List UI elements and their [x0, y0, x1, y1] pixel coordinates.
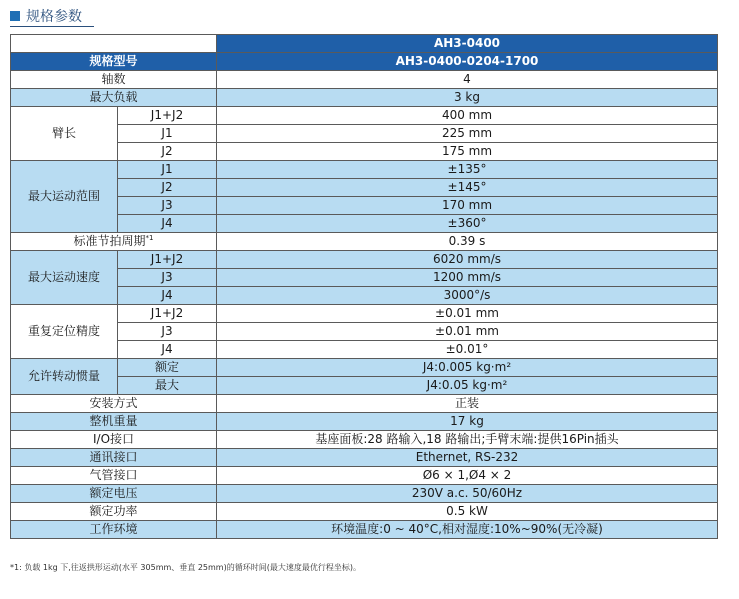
sub-label: J3: [118, 269, 217, 287]
row-value: 1200 mm/s: [217, 269, 718, 287]
table-row: [11, 125, 718, 143]
header-blank-cell: [11, 35, 217, 53]
sub-label: J1+J2: [118, 107, 217, 125]
row-label: 轴数: [11, 71, 217, 89]
sub-label: 额定: [118, 359, 217, 377]
table-row: [11, 233, 718, 251]
table-row: [11, 431, 718, 449]
row-value: 4: [217, 71, 718, 89]
row-label: I/O接口: [11, 431, 217, 449]
row-value: 400 mm: [217, 107, 718, 125]
row-value: J4:0.005 kg·m²: [217, 359, 718, 377]
group-label: 臂长: [11, 107, 118, 161]
sub-label: J3: [118, 197, 217, 215]
table-row: [11, 71, 718, 89]
row-value: 17 kg: [217, 413, 718, 431]
table-row: [11, 305, 718, 323]
table-row: [11, 269, 718, 287]
table-row: [11, 503, 718, 521]
row-value: J4:0.05 kg·m²: [217, 377, 718, 395]
row-label: 气管接口: [11, 467, 217, 485]
row-label: 安装方式: [11, 395, 217, 413]
model-value: AH3-0400-0204-1700: [217, 53, 718, 71]
row-label: 额定电压: [11, 485, 217, 503]
spec-table: [10, 34, 718, 539]
row-label: [11, 233, 217, 251]
group-label: 允许转动惯量: [11, 359, 118, 395]
section-header: [10, 6, 82, 26]
table-row: [11, 197, 718, 215]
table-row: [11, 377, 718, 395]
row-value: Ø6 × 1,Ø4 × 2: [217, 467, 718, 485]
row-value: 225 mm: [217, 125, 718, 143]
row-label: 通讯接口: [11, 449, 217, 467]
row-value: 0.39 s: [217, 233, 718, 251]
square-bullet-icon: [10, 11, 20, 21]
sub-label: J2: [118, 179, 217, 197]
row-value: 175 mm: [217, 143, 718, 161]
table-row: [11, 413, 718, 431]
row-value: ±0.01 mm: [217, 305, 718, 323]
row-value: ±0.01 mm: [217, 323, 718, 341]
table-row: [11, 359, 718, 377]
footnote: *1: 负载 1kg 下,往返拱形运动(水平 305mm、垂直 25mm)的循环时间(最大速度最优行程坐标)。: [10, 563, 361, 572]
table-row: [11, 161, 718, 179]
row-value: ±135°: [217, 161, 718, 179]
table-row: [11, 179, 718, 197]
table-row: [11, 143, 718, 161]
table-row: [11, 251, 718, 269]
table-row: [11, 485, 718, 503]
row-value: 0.5 kW: [217, 503, 718, 521]
table-row: [11, 341, 718, 359]
row-label: 整机重量: [11, 413, 217, 431]
table-row: [11, 467, 718, 485]
group-label: 最大运动范围: [11, 161, 118, 233]
table-row-series: [11, 35, 718, 53]
row-value: Ethernet, RS-232: [217, 449, 718, 467]
table-row-model: [11, 53, 718, 71]
sub-label: J3: [118, 323, 217, 341]
table-row: [11, 107, 718, 125]
row-label: 最大负载: [11, 89, 217, 107]
row-label: 工作环境: [11, 521, 217, 539]
table-row: [11, 215, 718, 233]
group-label: 最大运动速度: [11, 251, 118, 305]
row-value: 环境温度:0 ~ 40°C,相对湿度:10%~90%(无冷凝): [217, 521, 718, 539]
header-underline: [10, 26, 94, 27]
table-row: [11, 449, 718, 467]
section-title: 规格参数: [26, 9, 82, 25]
model-series: AH3-0400: [217, 35, 718, 53]
model-label: 规格型号: [11, 53, 217, 71]
sub-label: J4: [118, 341, 217, 359]
sub-label: J4: [118, 287, 217, 305]
cycle-label: 标准节拍周期: [73, 234, 146, 248]
sub-label: J1+J2: [118, 305, 217, 323]
sub-label: J1: [118, 125, 217, 143]
row-value: 3000°/s: [217, 287, 718, 305]
sub-label: J2: [118, 143, 217, 161]
row-label: 额定功率: [11, 503, 217, 521]
row-value: 6020 mm/s: [217, 251, 718, 269]
row-value: ±145°: [217, 179, 718, 197]
table-row: [11, 521, 718, 539]
sub-label: J1+J2: [118, 251, 217, 269]
row-value: ±0.01°: [217, 341, 718, 359]
footnote-mark: *1: [145, 234, 154, 242]
row-value: 基座面板:28 路输入,18 路输出;手臂末端:提供16Pin插头: [217, 431, 718, 449]
group-label: 重复定位精度: [11, 305, 118, 359]
sub-label: J4: [118, 215, 217, 233]
row-value: 3 kg: [217, 89, 718, 107]
table-row: [11, 395, 718, 413]
sub-label: J1: [118, 161, 217, 179]
sub-label: 最大: [118, 377, 217, 395]
row-value: ±360°: [217, 215, 718, 233]
table-row: [11, 89, 718, 107]
table-row: [11, 287, 718, 305]
table-row: [11, 323, 718, 341]
row-value: 230V a.c. 50/60Hz: [217, 485, 718, 503]
row-value: 170 mm: [217, 197, 718, 215]
row-value: 正装: [217, 395, 718, 413]
